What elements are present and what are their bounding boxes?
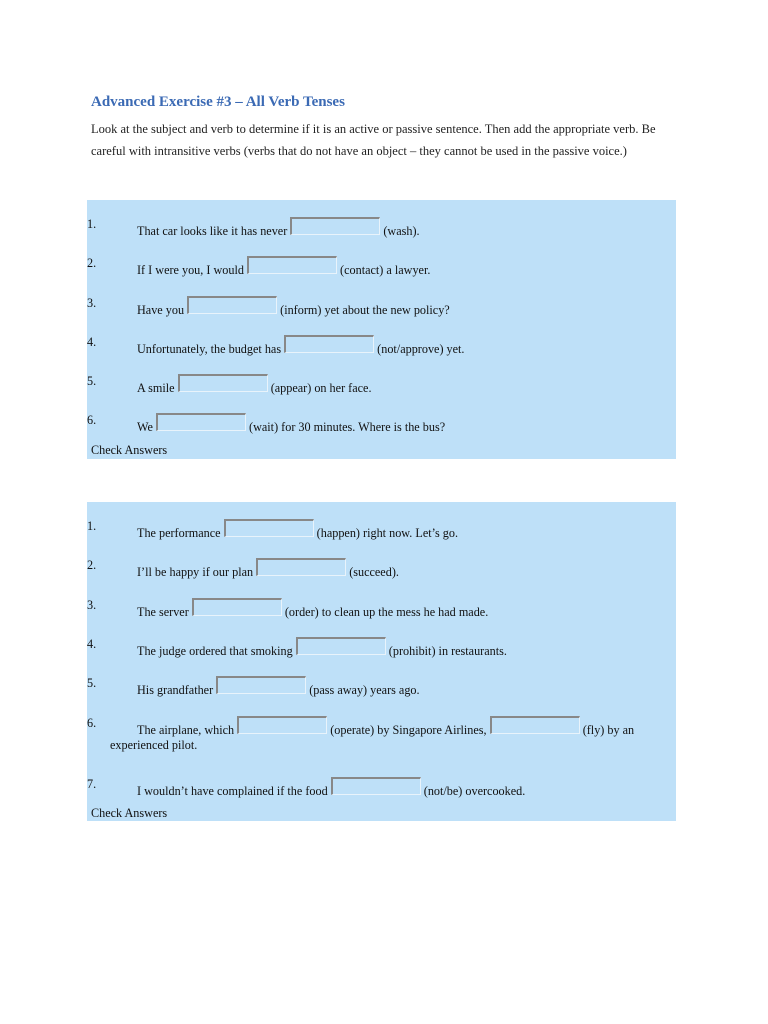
item-number: 1. [87,519,97,533]
answer-input[interactable] [237,716,327,734]
item-text-after: (appear) on her face. [270,381,372,395]
item-text-before: If I were you, I would [137,263,244,277]
item-number: 6. [87,413,97,427]
exercise-1-panel [87,200,676,459]
answer-input-second[interactable] [490,716,580,734]
item-text-before: Unfortunately, the budget has [137,342,282,356]
item-number: 5. [87,676,97,690]
answer-input[interactable] [247,256,337,274]
item-text-before: That car looks like it has never [137,224,288,238]
item-number: 2. [87,256,97,270]
item-text-after: (pass away) years ago. [309,683,420,697]
item-text-before: I wouldn’t have complained if the food [137,784,328,798]
item-text-before: We [137,420,153,434]
answer-input[interactable] [156,413,246,431]
item-text-after: (contact) a lawyer. [340,263,431,277]
item-number: 4. [87,335,97,349]
item-text-after: (wash). [383,224,420,238]
answer-input[interactable] [224,519,314,537]
answer-input[interactable] [284,335,374,353]
item-number: 4. [87,637,97,651]
answer-input[interactable] [331,777,421,795]
item-text-before: The performance [137,526,221,540]
item-text-before: The server [137,605,189,619]
item-text-after: (succeed). [349,565,399,579]
check-answers-button[interactable]: Check Answers [91,806,168,820]
item-number: 2. [87,558,97,572]
exercise-2-item-6 [87,716,676,760]
item-text-before: I’ll be happy if our plan [137,565,254,579]
instructions: Look at the subject and verb to determine if it is an active or passive sentence. Then add the appropriate verb. Be careful with intransitive verbs (verbs that do not have an object – they cannot be used in the passive voice.) [91,122,656,158]
item-text-middle: (operate) by Singapore Airlines, [330,723,487,737]
answer-input[interactable] [290,217,380,235]
item-number: 3. [87,296,97,310]
page-title: Advanced Exercise #3 – All Verb Tenses [91,94,345,110]
item-text-after: (order) to clean up the mess he had made. [284,605,489,619]
answer-input[interactable] [216,676,306,694]
check-answers-button[interactable]: Check Answers [91,443,168,457]
item-number: 7. [87,777,97,791]
item-number: 6. [87,716,97,730]
item-continuation: experienced pilot. [110,738,198,752]
answer-input[interactable] [178,374,268,392]
item-text-after: (not/approve) yet. [377,342,465,356]
answer-input[interactable] [256,558,346,576]
item-text-before: A smile [137,381,175,395]
item-number: 1. [87,217,97,231]
item-text-before: Have you [137,303,185,317]
item-text-after: (fly) by an [582,723,635,737]
answer-input[interactable] [296,637,386,655]
answer-input[interactable] [187,296,277,314]
item-number: 3. [87,598,97,612]
item-text-after: (inform) yet about the new policy? [280,303,450,317]
item-text-after: (wait) for 30 minutes. Where is the bus? [249,420,446,434]
item-number: 5. [87,374,97,388]
answer-input[interactable] [192,598,282,616]
item-text-after: (not/be) overcooked. [423,784,526,798]
item-text-before: The airplane, which [137,723,235,737]
item-text-before: The judge ordered that smoking [137,644,293,658]
item-text-after: (prohibit) in restaurants. [388,644,507,658]
item-text-before: His grandfather [137,683,214,697]
item-text-after: (happen) right now. Let’s go. [316,526,459,540]
exercise-2-panel [87,502,676,821]
